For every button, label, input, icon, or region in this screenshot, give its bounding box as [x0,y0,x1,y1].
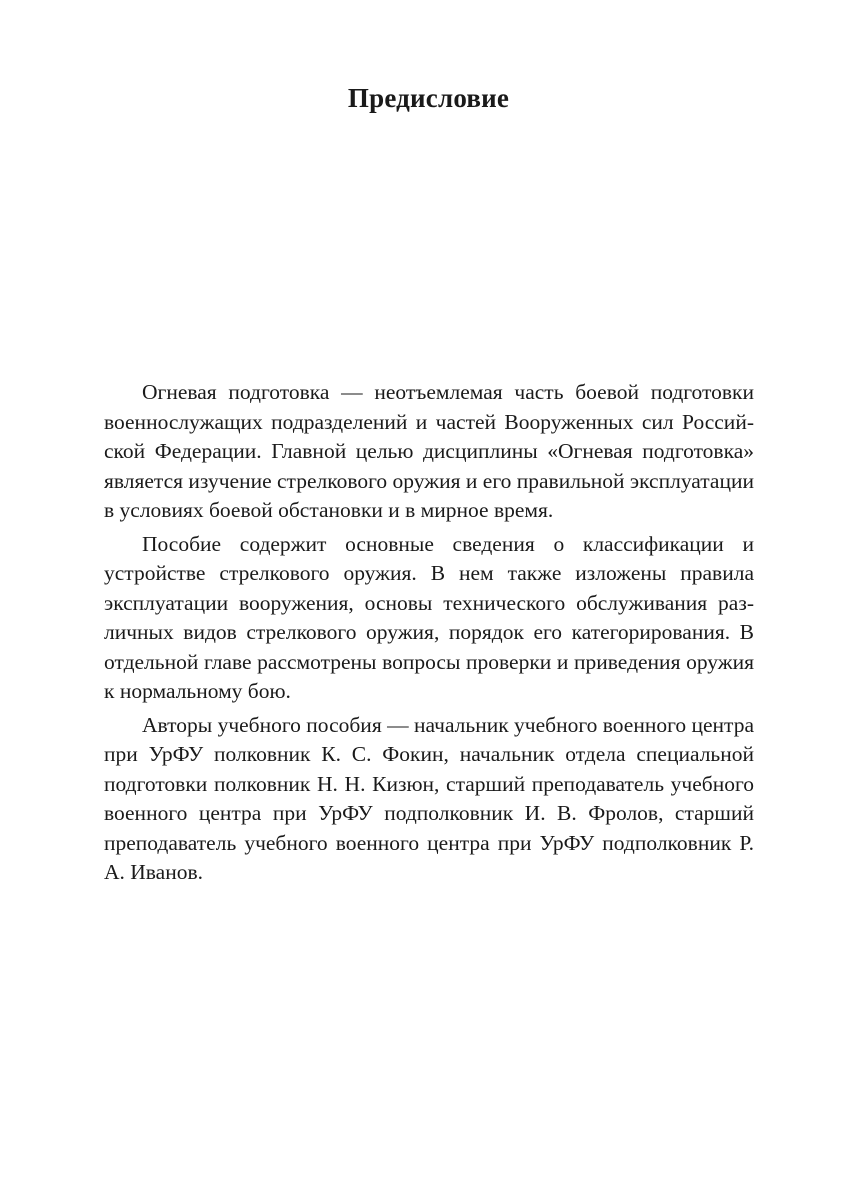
paragraph-authors: Авторы учебного пособия — начальник учебного военного центра при УрФУ полковник К. С. Фокин, начальник отдела специальной подготовки полковник Н. Н. Кизюн, старший преподаватель учебного военного центра при УрФУ подполковник И. В. Фролов, старший преподаватель учебного военного центра при УрФУ подполковник Р. А. Иванов. [104,712,754,884]
paragraph-intro: Огневая подготовка — неотъемлемая часть боевой подготовки военнослужащих подразделений и частей Вооруженных сил Российской Федерации. Главной целью дисциплины «Огневая подготовка» является изучение стрелкового оружия и его правильной эксплуатации в условиях боевой обстановки и в мирное время. [104,380,754,522]
document-body [104,378,754,892]
paragraph-contents: Пособие содержит основные сведения о классификации и устройстве стрелкового оружия. В нем также изложены правила эксплуатации вооружения, основы технического обслуживания различных видов стрелкового оружия, порядок его категорирования. В отдельной главе рассмотрены вопросы проверки и приведения оружия к нормальному бою. [104,531,754,703]
page-title: Предисловие [347,83,510,113]
